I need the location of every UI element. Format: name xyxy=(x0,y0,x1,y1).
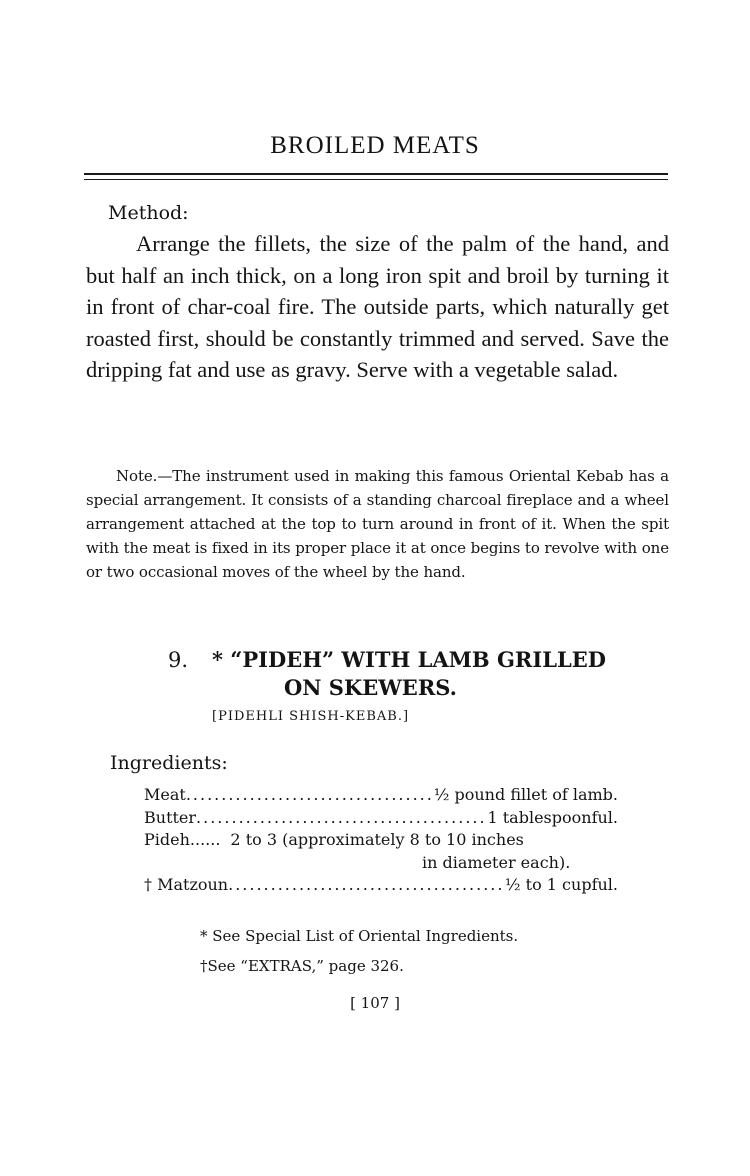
footnote-extras: †See “EXTRAS,” page 326. xyxy=(200,957,404,975)
ingredient-amount: ½ to 1 cupful. xyxy=(505,875,618,894)
header-rule-thick xyxy=(84,173,668,175)
leader-dots xyxy=(196,807,485,830)
ingredient-amount: 2 to 3 (approximately 8 to 10 inches xyxy=(230,830,524,849)
ingredient-name: Meat xyxy=(144,785,186,804)
footnote-special-list: * See Special List of Oriental Ingredients. xyxy=(200,927,519,945)
method-paragraph: Arrange the fillets, the size of the palm of the hand, and but half an inch thick, on a long iron spit and broil by turning it in front of char-coal fire. The outside parts, which naturally get roasted first, should be constantly trimmed and served. Save the dripping fat and use as gravy. Serve with a vegetable salad. xyxy=(86,231,669,382)
ingredient-row-pideh xyxy=(144,829,618,852)
ingredient-row-matzoun xyxy=(144,874,618,897)
header-rule-thin xyxy=(84,179,668,180)
leader-dots xyxy=(228,874,503,897)
ingredients-label: Ingredients: xyxy=(110,752,228,774)
recipe-title xyxy=(168,646,668,702)
ingredient-amount-continuation: in diameter each). xyxy=(422,852,571,872)
ingredient-amount: ½ pound fillet of lamb. xyxy=(433,785,618,804)
ingredient-row-butter xyxy=(144,807,618,830)
method-label: Method: xyxy=(108,202,189,224)
recipe-title-line-1: * “PIDEH” WITH LAMB GRILLED xyxy=(212,647,606,672)
ingredient-amount: 1 tablespoonful. xyxy=(487,807,618,827)
recipe-subtitle: [PIDEHLI SHISH-KEBAB.] xyxy=(212,709,410,724)
ingredients-list xyxy=(144,784,618,897)
ingredient-name: Butter xyxy=(144,807,197,827)
ingredient-row-meat xyxy=(144,784,618,807)
page-header-title: BROILED MEATS xyxy=(270,132,480,159)
ingredient-name: † Matzoun xyxy=(144,875,229,894)
page-number: [ 107 ] xyxy=(350,994,400,1012)
leader-dots xyxy=(186,784,432,807)
recipe-title-line-2: ON SKEWERS. xyxy=(284,675,457,700)
ingredient-name: Pideh...... xyxy=(144,830,221,849)
recipe-number: 9. xyxy=(168,648,189,672)
note-paragraph: Note.—The instrument used in making this famous Oriental Kebab has a special arrangement. It consists of a standing charcoal fireplace and a wheel arrangement attached at the top to turn around in front of it. When the spit with the meat is fixed in its proper place it at once begins to revolve with one or two occasional moves of the wheel by the hand. xyxy=(86,467,669,581)
